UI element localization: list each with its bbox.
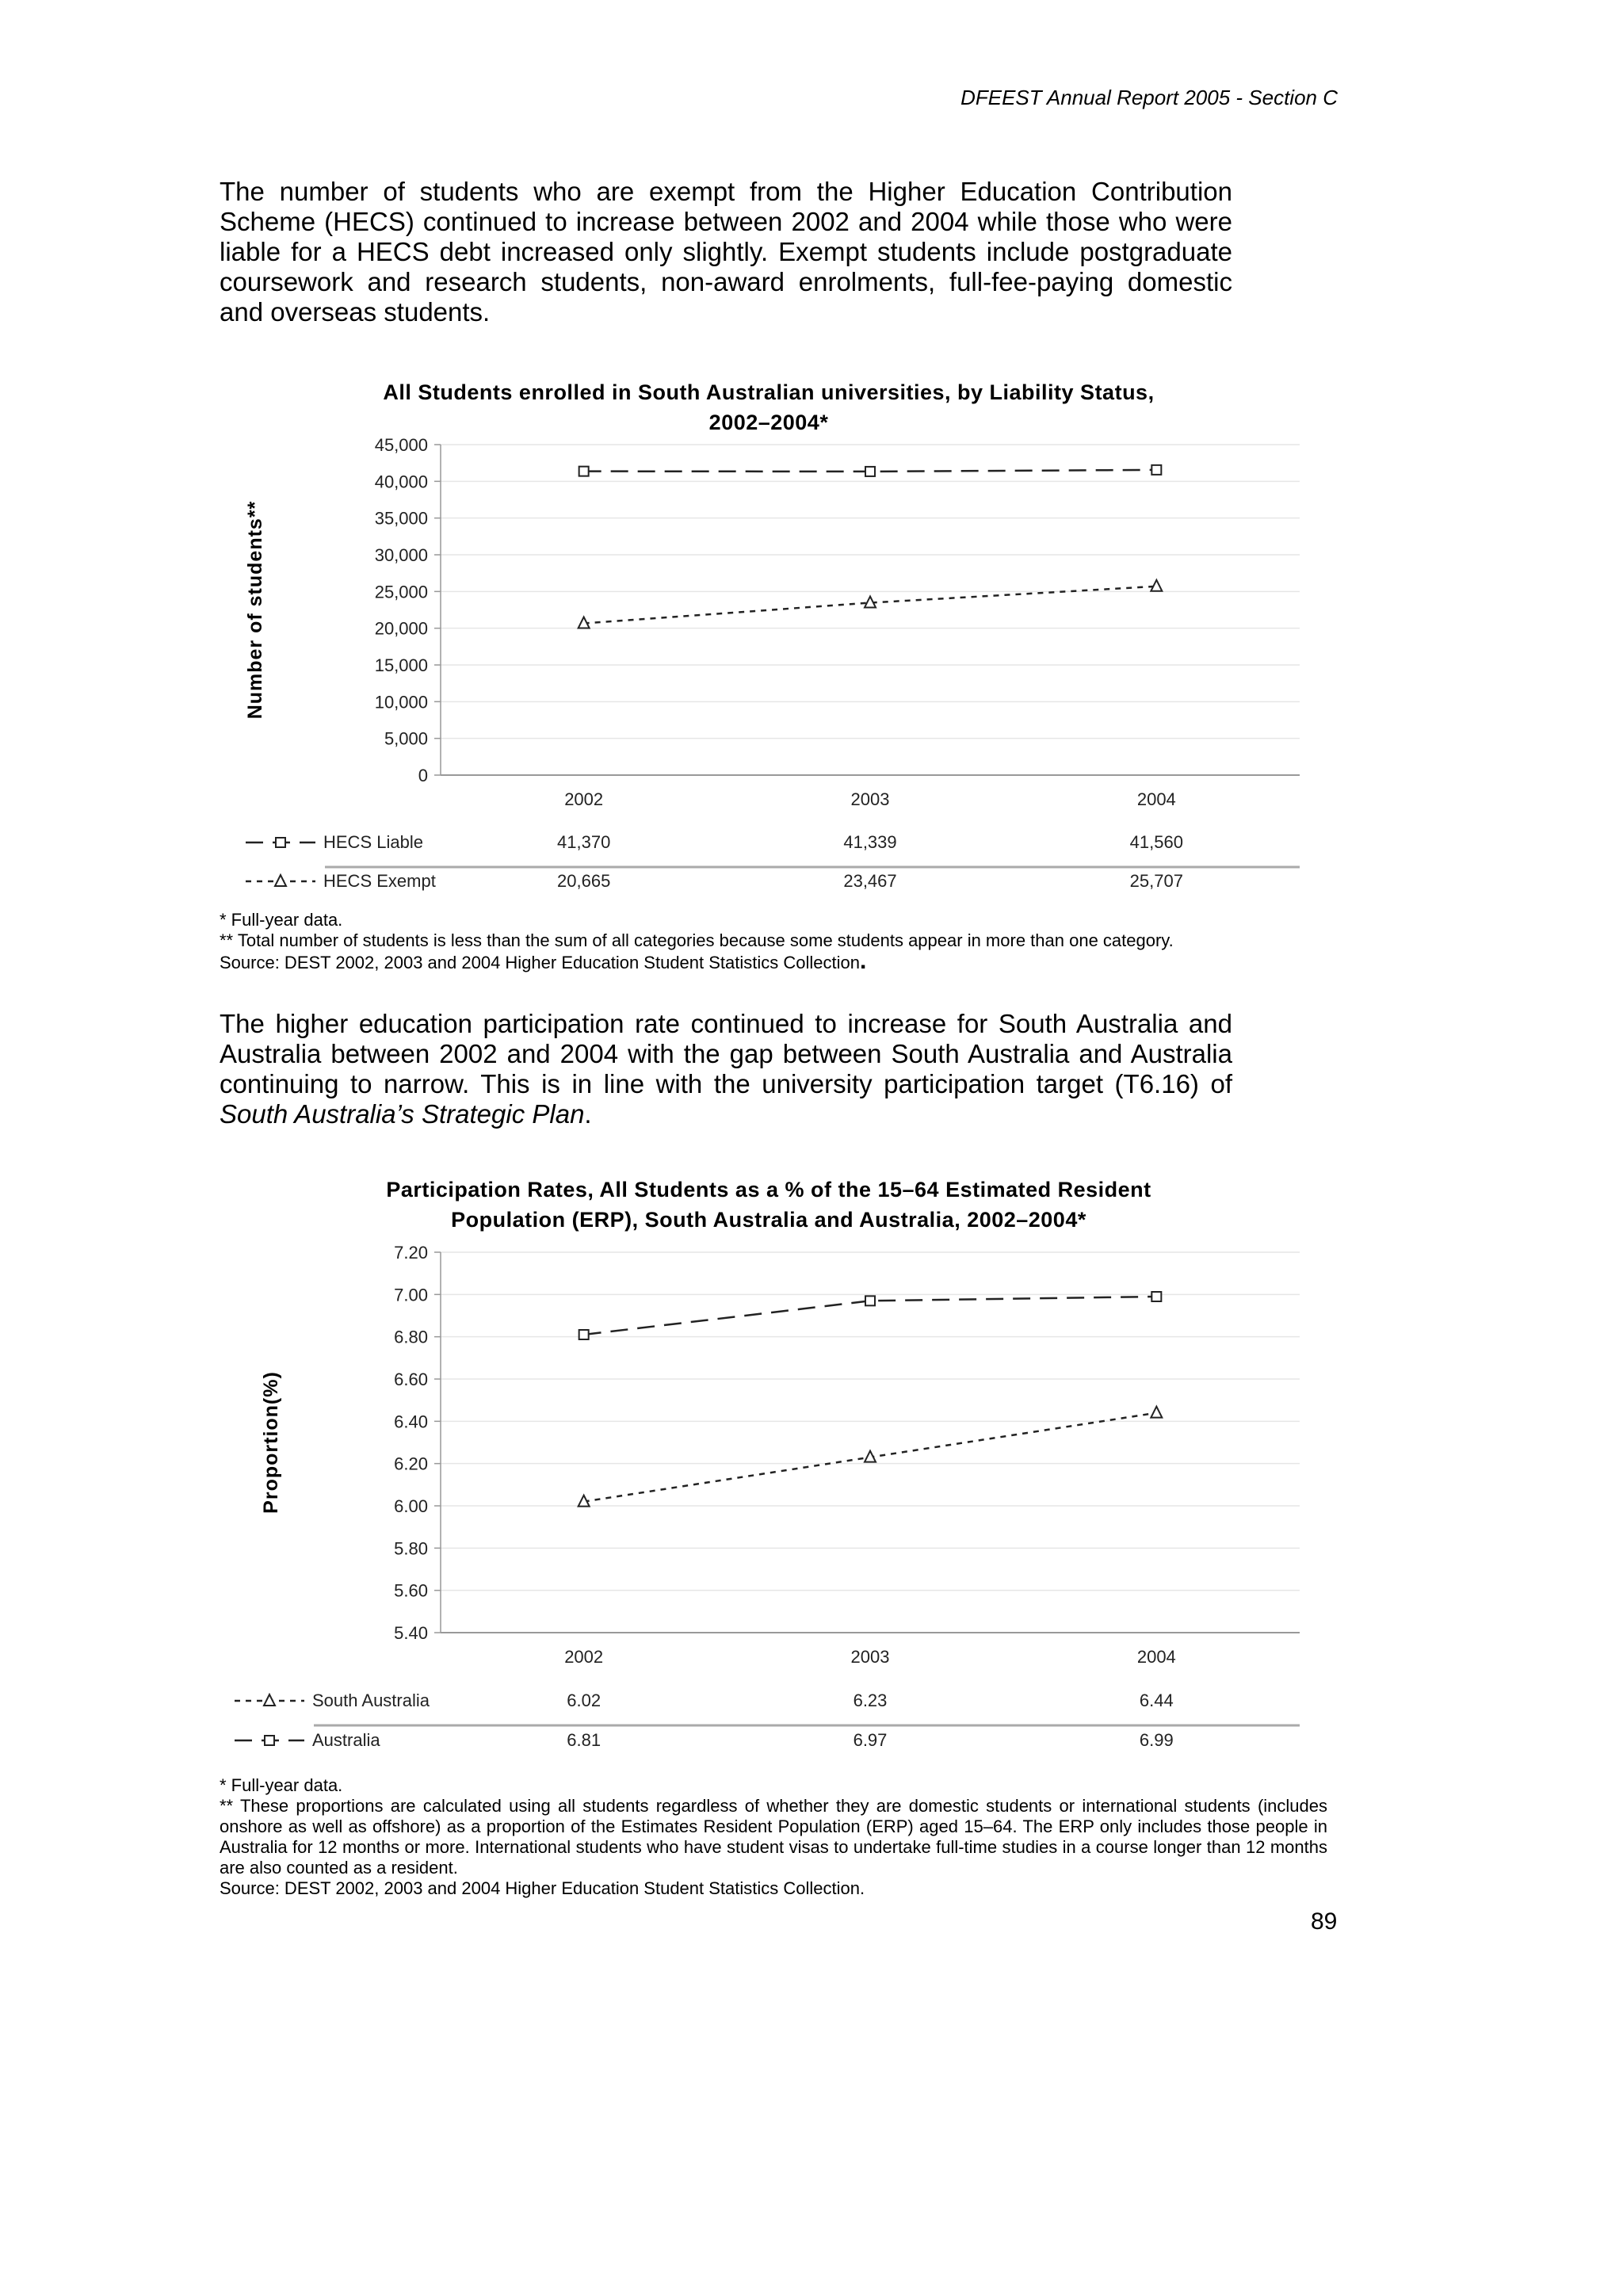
- y-tick-label: 5.40: [394, 1623, 428, 1643]
- y-tick-label: 40,000: [374, 472, 428, 492]
- y-tick-label: 6.80: [394, 1327, 428, 1347]
- y-tick-label: 6.20: [394, 1454, 428, 1474]
- x-tick-label: 2002: [564, 1647, 604, 1667]
- y-tick-label: 30,000: [374, 545, 428, 565]
- y-tick-label: 7.20: [394, 1243, 428, 1263]
- legend-marker: [276, 838, 285, 847]
- chart2-note-proportions: ** These proportions are calculated using all students regardless of whether they are domestic students or international students (includes onshore as well as offshore) as a proportion of the Estimates Resident Population (ERP) aged 15–64. The ERP only includes those people in Australia for 12 months or more. International students who have student visas to undertake full-time studies in a course longer than 12 months are also counted as a resident.: [220, 1796, 1327, 1878]
- page-number: 89: [1311, 1908, 1338, 1935]
- x-tick-label: 2004: [1136, 1647, 1176, 1667]
- data-point: [865, 1296, 875, 1305]
- chart1-notes: [220, 910, 1329, 973]
- legend-label: South Australia: [312, 1690, 430, 1710]
- legend-label: Australia: [312, 1730, 380, 1750]
- chart2-title-line2: Population (ERP), South Australia and Australia, 2002–2004*: [451, 1208, 1086, 1232]
- y-tick-label: 45,000: [374, 435, 428, 455]
- y-tick-label: 5,000: [384, 728, 428, 749]
- y-tick-label: 5.80: [394, 1538, 428, 1559]
- table-value: 41,370: [557, 832, 611, 852]
- x-tick-label: 2004: [1136, 789, 1176, 809]
- y-tick-label: 7.00: [394, 1285, 428, 1305]
- table-value: 41,339: [843, 832, 897, 852]
- y-tick-label: 6.00: [394, 1496, 428, 1516]
- y-tick-label: 10,000: [374, 692, 428, 712]
- participation-paragraph-text: The higher education participation rate continued to increase for South Australia and Australia between 2002 and 2004 with the gap between South Australia and Australia continuing to narrow. This is in line with the university participation target (T6.16) of: [220, 1009, 1232, 1098]
- chart1-note-fullyear: * Full-year data.: [220, 910, 343, 930]
- chart1-source-text: Source: DEST 2002, 2003 and 2004 Higher Education Student Statistics Collection: [220, 953, 860, 972]
- table-value: 20,665: [557, 871, 611, 891]
- data-point: [579, 467, 589, 476]
- legend-marker: [265, 1736, 274, 1745]
- x-tick-label: 2002: [564, 789, 604, 809]
- participation-paragraph-end: .: [584, 1099, 592, 1129]
- liability-status-chart: [0, 0, 1623, 919]
- chart2-note-fullyear: * Full-year data.: [220, 1775, 343, 1795]
- y-tick-label: 25,000: [374, 582, 428, 602]
- y-tick-label: 15,000: [374, 655, 428, 675]
- table-value: 25,707: [1129, 871, 1183, 891]
- chart2-notes: [220, 1775, 1327, 1899]
- table-value: 6.99: [1139, 1730, 1174, 1750]
- running-header: DFEEST Annual Report 2005 - Section C: [960, 86, 1338, 109]
- chart1-source: [220, 948, 1329, 974]
- data-point: [1151, 580, 1162, 591]
- chart1-title-line2: 2002–2004*: [708, 411, 829, 434]
- table-value: 23,467: [843, 871, 897, 891]
- participation-rate-chart: [0, 1189, 1623, 1767]
- y-tick-label: 6.40: [394, 1412, 428, 1432]
- data-point: [1151, 465, 1161, 475]
- chart2-title-line1: Participation Rates, All Students as a % of the 15–64 Estimated Resident: [386, 1178, 1151, 1201]
- y-tick-label: 35,000: [374, 508, 428, 529]
- data-point: [865, 467, 875, 476]
- participation-paragraph: [220, 1009, 1232, 1129]
- y-tick-label: 5.60: [394, 1580, 428, 1601]
- chart1-note-total: ** Total number of students is less than the sum of all categories because some students appear in more than one category.: [220, 930, 1174, 950]
- table-value: 6.81: [567, 1730, 601, 1750]
- x-tick-label: 2003: [850, 1647, 890, 1667]
- data-point: [1151, 1292, 1161, 1301]
- table-value: 6.44: [1139, 1690, 1174, 1710]
- y-tick-label: 6.60: [394, 1370, 428, 1389]
- legend-label: HECS Exempt: [323, 871, 436, 891]
- x-tick-label: 2003: [850, 789, 890, 809]
- table-value: 41,560: [1129, 832, 1183, 852]
- table-value: 6.02: [567, 1690, 601, 1710]
- y-axis-title: Number of students**: [244, 500, 266, 720]
- y-axis-title: Proportion(%): [260, 1371, 282, 1514]
- legend-label: HECS Liable: [323, 832, 423, 852]
- y-tick-label: 0: [418, 766, 428, 785]
- data-point: [579, 1330, 589, 1339]
- table-value: 6.23: [853, 1690, 888, 1710]
- chart1-source-end: .: [859, 948, 867, 974]
- table-value: 6.97: [853, 1730, 888, 1750]
- strategic-plan-title: South Australia’s Strategic Plan: [220, 1099, 585, 1129]
- data-point: [1151, 1407, 1162, 1418]
- chart1-title-line1: All Students enrolled in South Australian universities, by Liability Status,: [383, 380, 1155, 404]
- intro-paragraph: The number of students who are exempt from the Higher Education Contribution Scheme (HECS) continued to increase between 2002 and 2004 while those who were liable for a HECS debt increased only slightly. Exempt students include postgraduate coursework and research students, non-award enrolments, full-fee-paying domestic and overseas students.: [220, 177, 1232, 327]
- chart2-source: Source: DEST 2002, 2003 and 2004 Higher Education Student Statistics Collection.: [220, 1878, 865, 1898]
- y-tick-label: 20,000: [374, 618, 428, 639]
